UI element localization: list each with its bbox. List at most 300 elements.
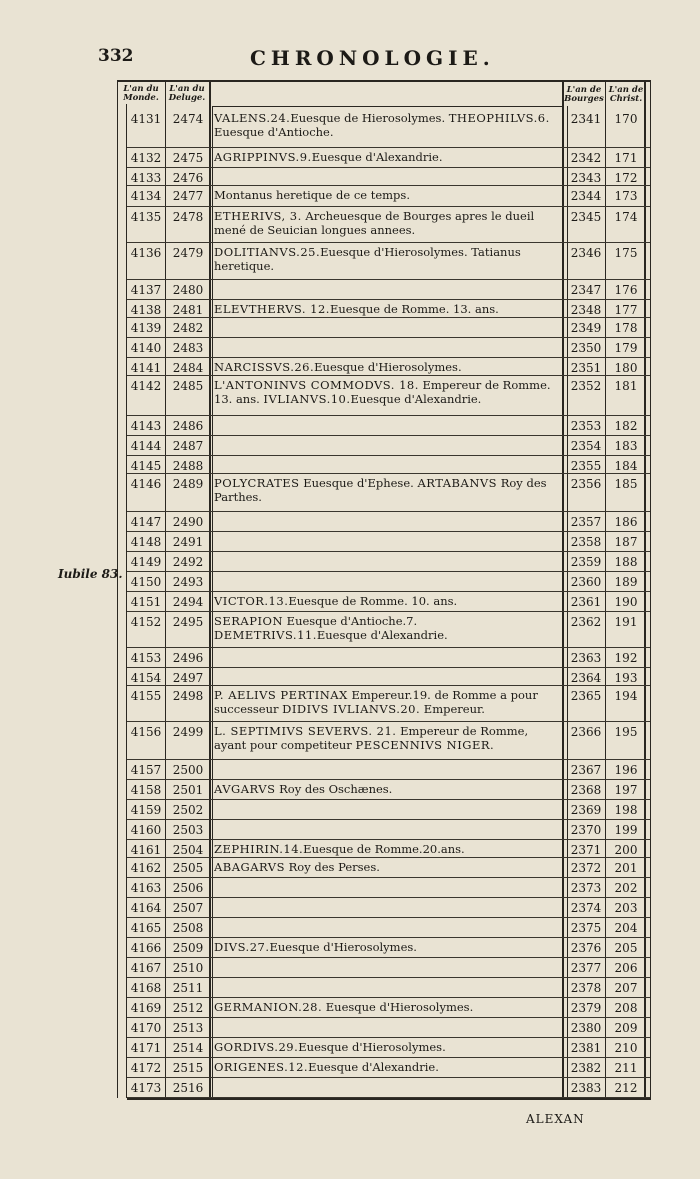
event-cell: [214, 477, 560, 504]
row-rule: [127, 415, 650, 416]
year-of-christ-cell: 190: [614, 595, 638, 609]
row-rule: [127, 897, 650, 898]
year-of-bourges-cell: 2348: [570, 303, 602, 317]
year-of-bourges-cell: 2360: [570, 575, 602, 589]
event-cell: [214, 151, 560, 165]
event-top-rule: [212, 106, 562, 107]
year-of-deluge-cell: 2478: [172, 210, 204, 224]
year-of-bourges-cell: 2356: [570, 477, 602, 491]
event-name: ZEPHIRIN.14.: [214, 842, 304, 856]
row-rule: [127, 877, 650, 878]
year-of-world-cell: 4136: [130, 246, 162, 260]
year-of-christ-cell: 172: [614, 171, 638, 185]
event-cell: [214, 595, 560, 609]
column-header-year-of-christ: L'an de Christ.: [608, 85, 644, 104]
table-bottom-rule: [127, 1098, 651, 1100]
year-of-christ-cell: 184: [614, 459, 638, 473]
year-of-bourges-cell: 2377: [570, 961, 602, 975]
event-text: Euesque d'Hierosolymes.: [314, 360, 462, 374]
event-name: ETHERIVS, 3.: [214, 209, 302, 223]
year-of-christ-cell: 180: [614, 361, 638, 375]
event-cell: [214, 246, 560, 273]
year-of-bourges-cell: 2349: [570, 321, 602, 335]
event-text: Euesque d'Alexandrie.: [311, 150, 443, 164]
row-rule: [127, 819, 650, 820]
year-of-world-cell: 4151: [130, 595, 162, 609]
year-of-christ-cell: 203: [614, 901, 638, 915]
year-of-world-cell: 4132: [130, 151, 162, 165]
year-of-world-cell: 4145: [130, 459, 162, 473]
year-of-bourges-cell: 2370: [570, 823, 602, 837]
event-text: Euesque d'Hierosolymes. Tatianus heretique.: [214, 245, 521, 273]
year-of-deluge-cell: 2514: [172, 1041, 204, 1055]
year-of-bourges-cell: 2365: [570, 689, 602, 703]
row-rule: [127, 1017, 650, 1018]
year-of-bourges-cell: 2344: [570, 189, 602, 203]
year-of-christ-cell: 206: [614, 961, 638, 975]
event-cell: [214, 941, 560, 955]
year-of-bourges-cell: 2368: [570, 783, 602, 797]
year-of-world-cell: 4155: [130, 689, 162, 703]
year-of-world-cell: 4147: [130, 515, 162, 529]
year-of-world-cell: 4144: [130, 439, 162, 453]
event-name: AVGARVS: [214, 782, 276, 796]
row-rule: [127, 957, 650, 958]
table-top-rule: [117, 80, 650, 82]
event-name: ORIGENES.12.: [214, 1060, 309, 1074]
year-of-christ-cell: 210: [614, 1041, 638, 1055]
event-text: Empereur.19. de Romme a pour successeur: [214, 688, 538, 716]
event-text: Roy des Parthes.: [214, 476, 547, 504]
event-cell: [214, 379, 560, 406]
event-cell: [214, 112, 560, 139]
event-text: Euesque de Hierosolymes.: [290, 111, 449, 125]
year-of-world-cell: 4135: [130, 210, 162, 224]
year-of-deluge-cell: 2504: [172, 843, 204, 857]
year-of-bourges-cell: 2342: [570, 151, 602, 165]
event-name: ABAGARVS: [214, 860, 285, 874]
year-of-world-cell: 4153: [130, 651, 162, 665]
event-name: L. SEPTIMIVS SEVERVS. 21.: [214, 724, 397, 738]
margin-note: Iubile 83.: [58, 567, 123, 581]
year-of-christ-cell: 181: [614, 379, 638, 393]
year-of-world-cell: 4167: [130, 961, 162, 975]
row-rule: [127, 1057, 650, 1058]
row-rule: [127, 685, 650, 686]
year-of-christ-cell: 182: [614, 419, 638, 433]
year-of-bourges-cell: 2374: [570, 901, 602, 915]
year-of-bourges-cell: 2351: [570, 361, 602, 375]
event-text: Euesque d'Alexandrie.: [308, 1060, 439, 1074]
event-text: Euesque d'Antioche.: [214, 124, 334, 139]
event-text: Euesque de Romme.20.ans.: [303, 842, 465, 856]
year-of-bourges-cell: 2358: [570, 535, 602, 549]
year-of-world-cell: 4161: [130, 843, 162, 857]
year-of-bourges-cell: 2355: [570, 459, 602, 473]
year-of-christ-cell: 186: [614, 515, 638, 529]
row-rule: [127, 185, 650, 186]
row-rule: [127, 531, 650, 532]
event-cell: [214, 1041, 560, 1055]
event-name: THEOPHILVS.6.: [448, 111, 550, 125]
event-cell: [214, 843, 560, 857]
year-of-christ-cell: 198: [614, 803, 638, 817]
year-of-world-cell: 4152: [130, 615, 162, 629]
year-of-deluge-cell: 2500: [172, 763, 204, 777]
event-text: Euesque d'Hierosolymes.: [322, 1000, 474, 1014]
year-of-deluge-cell: 2496: [172, 651, 204, 665]
event-text: Roy des Perses.: [284, 860, 380, 874]
row-rule: [127, 455, 650, 456]
row-rule: [127, 167, 650, 168]
year-of-deluge-cell: 2488: [172, 459, 204, 473]
event-text: Euesque d'Antioche.7.: [283, 614, 418, 628]
event-name: P. AELIVS PERTINAX: [214, 688, 348, 702]
event-cell: [214, 861, 560, 875]
year-of-christ-cell: 188: [614, 555, 638, 569]
row-rule: [127, 206, 650, 207]
year-of-world-cell: 4140: [130, 341, 162, 355]
event-name: NARCISSVS.26.: [214, 360, 315, 374]
year-of-christ-cell: 207: [614, 981, 638, 995]
row-rule: [127, 937, 650, 938]
row-rule: [127, 357, 650, 358]
column-header-year-of-bourges: L'an de Bourges: [564, 85, 604, 104]
year-of-deluge-cell: 2502: [172, 803, 204, 817]
year-of-bourges-cell: 2359: [570, 555, 602, 569]
year-of-bourges-cell: 2378: [570, 981, 602, 995]
year-of-christ-cell: 196: [614, 763, 638, 777]
event-cell: [214, 210, 560, 237]
event-text: Montanus heretique de ce temps.: [214, 188, 410, 202]
event-cell: [214, 189, 560, 203]
year-of-christ-cell: 200: [614, 843, 638, 857]
year-of-world-cell: 4134: [130, 189, 162, 203]
event-name: PESCENNIVS NIGER.: [355, 737, 495, 752]
year-of-deluge-cell: 2512: [172, 1001, 204, 1015]
year-of-deluge-cell: 2507: [172, 901, 204, 915]
year-of-world-cell: 4133: [130, 171, 162, 185]
year-of-world-cell: 4173: [130, 1081, 162, 1095]
event-name: IVLIANVS.10.: [263, 391, 351, 406]
year-of-christ-cell: 211: [614, 1061, 638, 1075]
event-text: Roy des Oschænes.: [275, 782, 393, 796]
year-of-deluge-cell: 2498: [172, 689, 204, 703]
year-of-bourges-cell: 2350: [570, 341, 602, 355]
event-name: VALENS.24.: [214, 111, 291, 125]
event-text: Euesque d'Hierosolymes.: [298, 1040, 446, 1054]
year-of-world-cell: 4142: [130, 379, 162, 393]
year-of-deluge-cell: 2492: [172, 555, 204, 569]
year-of-christ-cell: 193: [614, 671, 638, 685]
event-text: Euesque d'Hierosolymes.: [269, 940, 417, 954]
year-of-world-cell: 4172: [130, 1061, 162, 1075]
year-of-world-cell: 4141: [130, 361, 162, 375]
row-rule: [127, 647, 650, 648]
event-cell: [214, 361, 560, 375]
year-of-deluge-cell: 2503: [172, 823, 204, 837]
year-of-deluge-cell: 2483: [172, 341, 204, 355]
page-number: 332: [98, 46, 134, 66]
year-of-deluge-cell: 2476: [172, 171, 204, 185]
year-of-christ-cell: 205: [614, 941, 638, 955]
year-of-christ-cell: 202: [614, 881, 638, 895]
year-of-deluge-cell: 2513: [172, 1021, 204, 1035]
year-of-deluge-cell: 2515: [172, 1061, 204, 1075]
year-of-christ-cell: 185: [614, 477, 638, 491]
event-name: DEMETRIVS.11.: [214, 627, 317, 642]
event-cell: [214, 303, 560, 317]
year-of-bourges-cell: 2347: [570, 283, 602, 297]
year-of-christ-cell: 209: [614, 1021, 638, 1035]
year-of-deluge-cell: 2481: [172, 303, 204, 317]
row-rule: [127, 299, 650, 300]
column-header-year-of-world: L'an du Monde.: [123, 84, 159, 103]
year-of-world-cell: 4164: [130, 901, 162, 915]
column-rule: [562, 80, 564, 1098]
year-of-christ-cell: 174: [614, 210, 638, 224]
year-of-world-cell: 4158: [130, 783, 162, 797]
event-text: Empereur.: [420, 701, 485, 716]
row-rule: [127, 917, 650, 918]
year-of-deluge-cell: 2482: [172, 321, 204, 335]
year-of-deluge-cell: 2509: [172, 941, 204, 955]
year-of-bourges-cell: 2373: [570, 881, 602, 895]
row-rule: [127, 375, 650, 376]
year-of-christ-cell: 178: [614, 321, 638, 335]
year-of-bourges-cell: 2371: [570, 843, 602, 857]
event-name: AGRIPPINVS.9.: [214, 150, 312, 164]
event-text: Empereur de Romme. 13. ans.: [214, 378, 551, 406]
year-of-christ-cell: 179: [614, 341, 638, 355]
year-of-world-cell: 4163: [130, 881, 162, 895]
year-of-christ-cell: 191: [614, 615, 638, 629]
year-of-christ-cell: 171: [614, 151, 638, 165]
year-of-bourges-cell: 2363: [570, 651, 602, 665]
year-of-world-cell: 4137: [130, 283, 162, 297]
row-rule: [127, 799, 650, 800]
year-of-world-cell: 4170: [130, 1021, 162, 1035]
year-of-deluge-cell: 2510: [172, 961, 204, 975]
year-of-christ-cell: 177: [614, 303, 638, 317]
year-of-bourges-cell: 2367: [570, 763, 602, 777]
event-text: Archeuesque de Bourges apres le dueil mené de Seuician longues annees.: [214, 209, 535, 237]
year-of-deluge-cell: 2485: [172, 379, 204, 393]
row-rule: [127, 337, 650, 338]
year-of-bourges-cell: 2353: [570, 419, 602, 433]
year-of-bourges-cell: 2383: [570, 1081, 602, 1095]
year-of-christ-cell: 192: [614, 651, 638, 665]
row-rule: [127, 779, 650, 780]
year-of-christ-cell: 201: [614, 861, 638, 875]
event-cell: [214, 1001, 560, 1015]
year-of-bourges-cell: 2361: [570, 595, 602, 609]
year-of-bourges-cell: 2357: [570, 515, 602, 529]
column-rule: [650, 80, 651, 1098]
running-title: CHRONOLOGIE.: [250, 46, 495, 70]
year-of-deluge-cell: 2477: [172, 189, 204, 203]
year-of-deluge-cell: 2495: [172, 615, 204, 629]
year-of-deluge-cell: 2505: [172, 861, 204, 875]
year-of-deluge-cell: 2511: [172, 981, 204, 995]
event-text: Euesque de Romme. 13. ans.: [329, 302, 499, 316]
event-cell: [214, 615, 560, 642]
year-of-deluge-cell: 2497: [172, 671, 204, 685]
row-rule: [127, 857, 650, 858]
year-of-world-cell: 4138: [130, 303, 162, 317]
year-of-world-cell: 4139: [130, 321, 162, 335]
year-of-bourges-cell: 2364: [570, 671, 602, 685]
year-of-bourges-cell: 2372: [570, 861, 602, 875]
event-name: ELEVTHERVS. 12.: [214, 302, 330, 316]
event-name: GERMANION.28.: [214, 1000, 323, 1014]
year-of-christ-cell: 187: [614, 535, 638, 549]
year-of-christ-cell: 176: [614, 283, 638, 297]
event-name: POLYCRATES: [214, 476, 300, 490]
year-of-bourges-cell: 2376: [570, 941, 602, 955]
year-of-bourges-cell: 2380: [570, 1021, 602, 1035]
event-name: DIDIVS IVLIANVS.20.: [282, 701, 421, 716]
year-of-christ-cell: 175: [614, 246, 638, 260]
year-of-world-cell: 4162: [130, 861, 162, 875]
row-rule: [127, 511, 650, 512]
event-text: Euesque d'Alexandrie.: [350, 391, 482, 406]
event-name: DIVS.27.: [214, 940, 270, 954]
year-of-christ-cell: 208: [614, 1001, 638, 1015]
row-rule: [127, 1037, 650, 1038]
year-of-world-cell: 4171: [130, 1041, 162, 1055]
year-of-world-cell: 4168: [130, 981, 162, 995]
row-rule: [127, 591, 650, 592]
event-name: L'ANTONINVS COMMODVS. 18.: [214, 378, 419, 392]
row-rule: [127, 242, 650, 243]
year-of-bourges-cell: 2381: [570, 1041, 602, 1055]
row-rule: [127, 667, 650, 668]
year-of-world-cell: 4148: [130, 535, 162, 549]
row-rule: [127, 759, 650, 760]
year-of-christ-cell: 212: [614, 1081, 638, 1095]
event-text: Euesque d'Ephese.: [299, 476, 418, 490]
year-of-deluge-cell: 2508: [172, 921, 204, 935]
year-of-deluge-cell: 2474: [172, 112, 204, 126]
year-of-deluge-cell: 2484: [172, 361, 204, 375]
row-rule: [127, 1097, 650, 1098]
event-cell: [214, 783, 560, 797]
year-of-deluge-cell: 2493: [172, 575, 204, 589]
event-text: Euesque de Romme. 10. ans.: [288, 594, 458, 608]
year-of-christ-cell: 189: [614, 575, 638, 589]
year-of-bourges-cell: 2382: [570, 1061, 602, 1075]
column-rule: [117, 80, 118, 1098]
year-of-bourges-cell: 2343: [570, 171, 602, 185]
year-of-world-cell: 4169: [130, 1001, 162, 1015]
column-rule: [212, 106, 213, 1098]
event-text: Empereur de Romme, ayant pour competiteur: [214, 724, 529, 752]
year-of-deluge-cell: 2506: [172, 881, 204, 895]
year-of-bourges-cell: 2354: [570, 439, 602, 453]
event-cell: [214, 689, 560, 716]
event-cell: [214, 1061, 560, 1075]
year-of-deluge-cell: 2494: [172, 595, 204, 609]
event-cell: [214, 725, 560, 752]
row-rule: [127, 435, 650, 436]
year-of-bourges-cell: 2362: [570, 615, 602, 629]
row-rule: [127, 571, 650, 572]
year-of-deluge-cell: 2486: [172, 419, 204, 433]
year-of-world-cell: 4143: [130, 419, 162, 433]
event-name: GORDIVS.29.: [214, 1040, 299, 1054]
event-name: VICTOR.13.: [214, 594, 289, 608]
year-of-christ-cell: 195: [614, 725, 638, 739]
year-of-bourges-cell: 2341: [570, 112, 602, 126]
year-of-bourges-cell: 2375: [570, 921, 602, 935]
year-of-world-cell: 4160: [130, 823, 162, 837]
year-of-bourges-cell: 2369: [570, 803, 602, 817]
year-of-christ-cell: 170: [614, 112, 638, 126]
year-of-christ-cell: 173: [614, 189, 638, 203]
row-rule: [127, 317, 650, 318]
year-of-deluge-cell: 2480: [172, 283, 204, 297]
year-of-bourges-cell: 2345: [570, 210, 602, 224]
year-of-christ-cell: 204: [614, 921, 638, 935]
year-of-deluge-cell: 2499: [172, 725, 204, 739]
year-of-world-cell: 4159: [130, 803, 162, 817]
row-rule: [127, 721, 650, 722]
row-rule: [127, 611, 650, 612]
row-rule: [127, 1077, 650, 1078]
year-of-deluge-cell: 2479: [172, 246, 204, 260]
event-text: Euesque d'Alexandrie.: [316, 627, 448, 642]
year-of-deluge-cell: 2490: [172, 515, 204, 529]
year-of-christ-cell: 199: [614, 823, 638, 837]
year-of-world-cell: 4154: [130, 671, 162, 685]
year-of-deluge-cell: 2487: [172, 439, 204, 453]
year-of-christ-cell: 194: [614, 689, 638, 703]
year-of-world-cell: 4166: [130, 941, 162, 955]
row-rule: [127, 551, 650, 552]
year-of-world-cell: 4165: [130, 921, 162, 935]
year-of-deluge-cell: 2491: [172, 535, 204, 549]
year-of-deluge-cell: 2501: [172, 783, 204, 797]
year-of-bourges-cell: 2366: [570, 725, 602, 739]
row-rule: [127, 977, 650, 978]
row-rule: [127, 473, 650, 474]
year-of-christ-cell: 183: [614, 439, 638, 453]
row-rule: [127, 147, 650, 148]
event-name: SERAPION: [214, 614, 284, 628]
year-of-world-cell: 4150: [130, 575, 162, 589]
year-of-deluge-cell: 2516: [172, 1081, 204, 1095]
column-header-year-of-deluge: L'an du Deluge.: [168, 84, 206, 103]
row-rule: [127, 839, 650, 840]
year-of-world-cell: 4156: [130, 725, 162, 739]
year-of-deluge-cell: 2475: [172, 151, 204, 165]
row-rule: [127, 279, 650, 280]
year-of-bourges-cell: 2346: [570, 246, 602, 260]
year-of-christ-cell: 197: [614, 783, 638, 797]
event-name: DOLITIANVS.25.: [214, 245, 321, 259]
year-of-world-cell: 4149: [130, 555, 162, 569]
year-of-bourges-cell: 2379: [570, 1001, 602, 1015]
year-of-world-cell: 4131: [130, 112, 162, 126]
year-of-bourges-cell: 2352: [570, 379, 602, 393]
year-of-world-cell: 4146: [130, 477, 162, 491]
year-of-world-cell: 4157: [130, 763, 162, 777]
event-name: ARTABANVS: [417, 476, 498, 490]
catchword: ALEXAN: [526, 1112, 585, 1126]
row-rule: [127, 997, 650, 998]
year-of-deluge-cell: 2489: [172, 477, 204, 491]
